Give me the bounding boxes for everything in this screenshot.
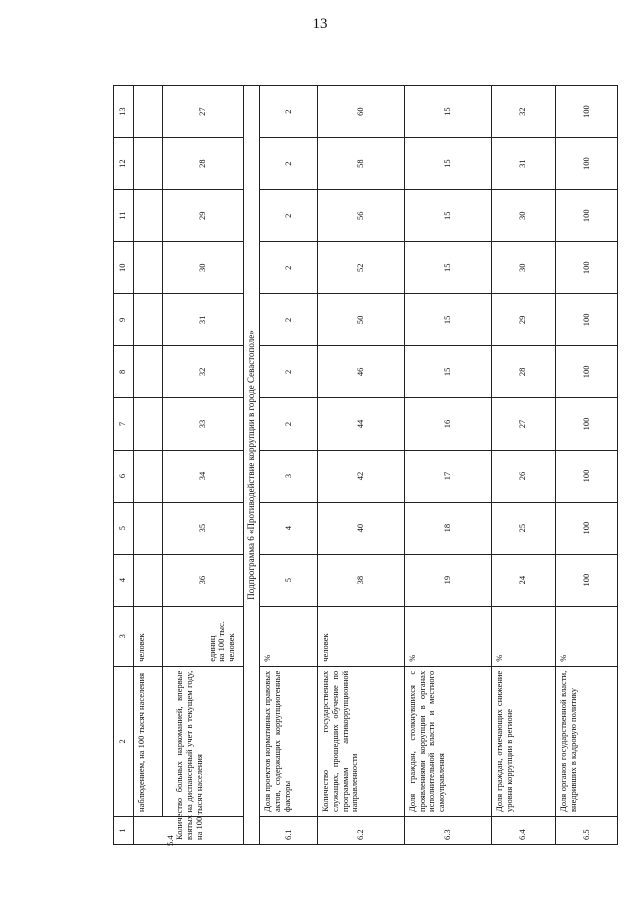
- value-cell: 60: [318, 86, 405, 138]
- column-number: 6: [114, 450, 134, 502]
- value-cell: 100: [555, 86, 617, 138]
- value-cell: 29: [162, 190, 243, 242]
- row-id: 6.5: [555, 816, 617, 844]
- table-row-continuation: [133, 86, 162, 845]
- value-cell: 28: [491, 346, 555, 398]
- value-cell: 15: [404, 294, 491, 346]
- value-cell: 50: [318, 294, 405, 346]
- indicator-description: Доля граждан, отмечающих снижение уровня коррупции в регионе: [491, 666, 555, 816]
- row-id: 5.4: [164, 835, 175, 846]
- value-cell: 100: [555, 138, 617, 190]
- column-number: 1: [114, 816, 134, 844]
- value-cell: 16: [404, 398, 491, 450]
- column-number: 7: [114, 398, 134, 450]
- row-id: 6.1: [260, 816, 318, 844]
- value-cell: 3: [260, 450, 318, 502]
- value-cell: 100: [555, 450, 617, 502]
- value-cell: 2: [260, 138, 318, 190]
- indicator-description: Количество государственных служащих, прошедших обучение по программам антикоррупционной направленности: [318, 666, 405, 816]
- indicator-text: Количество больных наркоманией, впервые взятых на диспансерный учет в текущем году, на 100 тысяч населения: [174, 670, 204, 840]
- column-number-row: [114, 86, 134, 845]
- unit-cell: %: [491, 606, 555, 666]
- value-cell: 25: [491, 502, 555, 554]
- row-id: 6.4: [491, 816, 555, 844]
- value-cell: 18: [404, 502, 491, 554]
- value-cell: 58: [318, 138, 405, 190]
- value-cell: 30: [491, 242, 555, 294]
- value-cell: 5: [260, 554, 318, 606]
- value-cell: 15: [404, 242, 491, 294]
- value-cell: [133, 138, 162, 190]
- value-cell: 2: [260, 346, 318, 398]
- value-cell: 2: [260, 294, 318, 346]
- value-cell: 26: [491, 450, 555, 502]
- unit-cell: %: [260, 606, 318, 666]
- value-cell: 4: [260, 502, 318, 554]
- unit-cell: человек: [133, 606, 162, 666]
- value-cell: [133, 346, 162, 398]
- unit-line: человек: [226, 633, 237, 662]
- value-cell: 15: [404, 86, 491, 138]
- value-cell: 100: [555, 346, 617, 398]
- value-cell: 30: [491, 190, 555, 242]
- value-cell: 33: [162, 398, 243, 450]
- column-number: 9: [114, 294, 134, 346]
- value-cell: 31: [162, 294, 243, 346]
- value-cell: [133, 242, 162, 294]
- value-cell: [133, 502, 162, 554]
- value-cell: 19: [404, 554, 491, 606]
- column-number: 13: [114, 86, 134, 138]
- unit-cell: %: [404, 606, 491, 666]
- table-row: [162, 86, 243, 845]
- value-cell: 32: [491, 86, 555, 138]
- indicator-description: наблюдением, на 100 тысяч населения: [133, 666, 162, 816]
- value-cell: 100: [555, 190, 617, 242]
- column-number: 8: [114, 346, 134, 398]
- unit-cell: %: [555, 606, 617, 666]
- indicator-description: Доля граждан, столкнувшихся с проявлениями коррупции в органах исполнительной власти и местного самоуправления: [404, 666, 491, 816]
- value-cell: 44: [318, 398, 405, 450]
- table-row: [318, 86, 405, 845]
- value-cell: 24: [491, 554, 555, 606]
- column-number: 5: [114, 502, 134, 554]
- value-cell: 100: [555, 502, 617, 554]
- value-cell: 28: [162, 138, 243, 190]
- value-cell: 32: [162, 346, 243, 398]
- value-cell: 31: [491, 138, 555, 190]
- rotated-table-container: [113, 85, 618, 845]
- value-cell: 15: [404, 190, 491, 242]
- indicator-description: [162, 666, 243, 846]
- value-cell: 2: [260, 242, 318, 294]
- value-cell: 27: [491, 398, 555, 450]
- value-cell: [133, 294, 162, 346]
- value-cell: 27: [162, 86, 243, 138]
- column-number: 3: [114, 606, 134, 666]
- value-cell: 46: [318, 346, 405, 398]
- row-id: 6.3: [404, 816, 491, 844]
- value-cell: 15: [404, 346, 491, 398]
- indicator-description: Доля органов государственной власти, внедривших в кадровую политику: [555, 666, 617, 816]
- value-cell: 42: [318, 450, 405, 502]
- value-cell: 34: [162, 450, 243, 502]
- value-cell: 2: [260, 190, 318, 242]
- value-cell: 100: [555, 242, 617, 294]
- value-cell: [133, 450, 162, 502]
- value-cell: 100: [555, 554, 617, 606]
- value-cell: [133, 554, 162, 606]
- value-cell: 2: [260, 398, 318, 450]
- value-cell: 17: [404, 450, 491, 502]
- column-number: 4: [114, 554, 134, 606]
- unit-line: на 100 тыс.: [216, 621, 227, 662]
- table-row: [404, 86, 491, 845]
- indicator-description: Доля проектов нормативных правовых актов, содержащих коррупциогенные факторы: [260, 666, 318, 816]
- column-number: 10: [114, 242, 134, 294]
- value-cell: 52: [318, 242, 405, 294]
- unit-cell: человек: [318, 606, 405, 666]
- value-cell: 35: [162, 502, 243, 554]
- table-row: [555, 86, 617, 845]
- value-cell: 56: [318, 190, 405, 242]
- value-cell: [133, 398, 162, 450]
- value-cell: 15: [404, 138, 491, 190]
- value-cell: 40: [318, 502, 405, 554]
- row-id: 6.2: [318, 816, 405, 844]
- value-cell: 2: [260, 86, 318, 138]
- column-number: 11: [114, 190, 134, 242]
- table-row: [260, 86, 318, 845]
- section-row: [243, 86, 260, 845]
- unit-line: единиц: [206, 635, 217, 662]
- table-row: [491, 86, 555, 845]
- value-cell: 30: [162, 242, 243, 294]
- page-number: 13: [312, 16, 328, 32]
- section-title: Подпрограмма 6 «Противодействие коррупции в городе Севастополе»: [243, 86, 260, 845]
- value-cell: 36: [162, 554, 243, 606]
- value-cell: 100: [555, 398, 617, 450]
- value-cell: 38: [318, 554, 405, 606]
- indicators-table: [113, 85, 618, 845]
- column-number: 12: [114, 138, 134, 190]
- value-cell: [133, 86, 162, 138]
- column-number: 2: [114, 666, 134, 816]
- value-cell: 29: [491, 294, 555, 346]
- unit-cell: [162, 606, 243, 666]
- value-cell: 100: [555, 294, 617, 346]
- value-cell: [133, 190, 162, 242]
